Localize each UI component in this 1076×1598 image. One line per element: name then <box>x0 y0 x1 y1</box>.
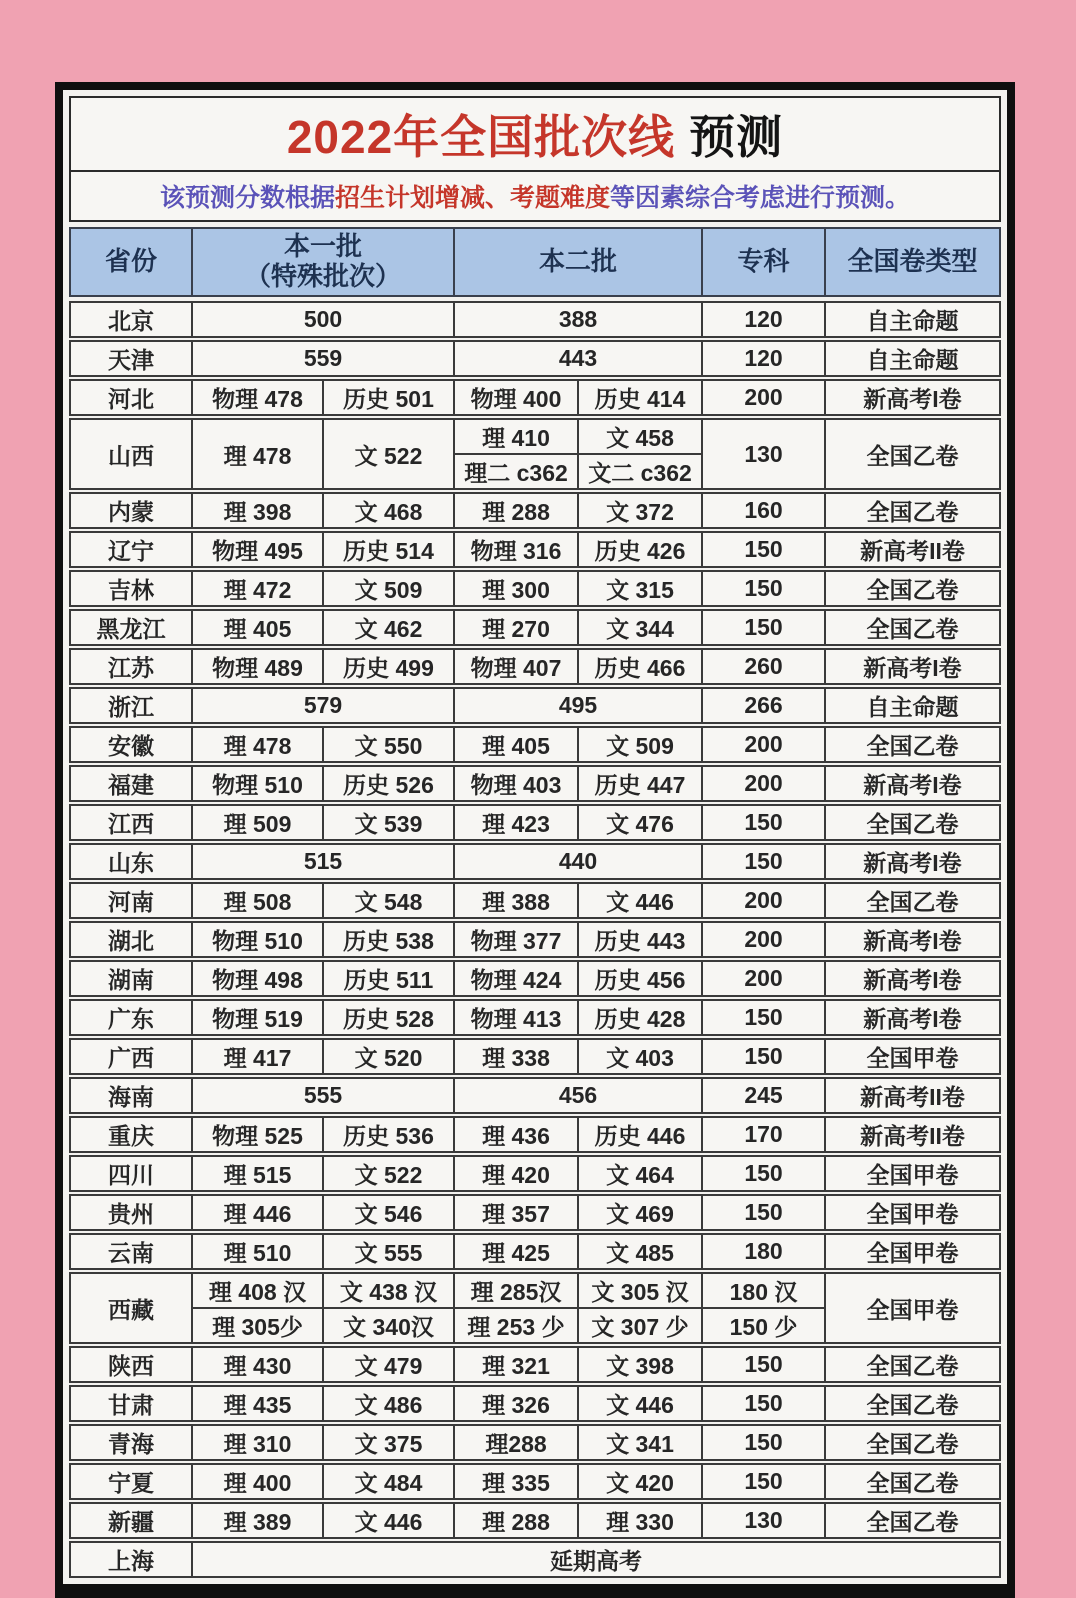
cell-batch2: 文 458 <box>579 420 701 453</box>
cell-batch2: 443 <box>455 342 701 375</box>
table-row <box>69 418 1001 490</box>
table-row <box>69 1116 1001 1153</box>
cell-batch2: 文 372 <box>579 494 701 527</box>
cell-batch2: 文 469 <box>579 1196 701 1229</box>
cell-college: 150 少 <box>703 1309 824 1342</box>
table-row <box>69 999 1001 1036</box>
cell-batch2: 文 420 <box>579 1465 701 1498</box>
cell-batch2: 历史 447 <box>579 767 701 800</box>
cell-batch2: 文 403 <box>579 1040 701 1073</box>
cell-college: 130 <box>703 1504 824 1537</box>
cell-batch1: 理 510 <box>193 1235 322 1268</box>
cell-batch2: 文 464 <box>579 1157 701 1190</box>
cell-batch2: 理 330 <box>579 1504 701 1537</box>
cell-batch2: 历史 446 <box>579 1118 701 1151</box>
cell-batch1: 559 <box>193 342 453 375</box>
cell-batch1: 物理 519 <box>193 1001 322 1034</box>
table-row <box>69 1155 1001 1192</box>
cell-batch2: 理 300 <box>455 572 577 605</box>
cell-paper: 新高考I卷 <box>826 962 999 995</box>
cell-college: 130 <box>703 420 824 488</box>
cell-college: 150 <box>703 1348 824 1381</box>
table-row <box>69 960 1001 997</box>
cell-batch1: 理 417 <box>193 1040 322 1073</box>
cell-paper: 全国乙卷 <box>826 1465 999 1498</box>
cell-college: 150 <box>703 611 824 644</box>
cell-batch1: 文 550 <box>324 728 453 761</box>
cell-batch2: 文 307 少 <box>579 1309 701 1342</box>
cell-batch1: 文 539 <box>324 806 453 839</box>
cell-batch1: 文 479 <box>324 1348 453 1381</box>
cell-province: 天津 <box>71 342 191 375</box>
cell-batch2: 文 398 <box>579 1348 701 1381</box>
table-row <box>69 921 1001 958</box>
cell-paper: 全国甲卷 <box>826 1157 999 1190</box>
cell-province: 内蒙 <box>71 494 191 527</box>
header-cell-batch2: 本二批 <box>455 229 701 295</box>
cell-batch1: 文 546 <box>324 1196 453 1229</box>
table-row <box>69 1424 1001 1461</box>
cell-province: 宁夏 <box>71 1465 191 1498</box>
cell-batch2: 物理 424 <box>455 962 577 995</box>
cell-batch2: 理 253 少 <box>455 1309 577 1342</box>
cell-batch2: 历史 414 <box>579 381 701 414</box>
cell-paper: 全国甲卷 <box>826 1235 999 1268</box>
subtitle-part-1: 该预测分数根据 <box>159 184 335 212</box>
page-title <box>71 98 999 172</box>
table-row <box>69 1272 1001 1344</box>
cell-batch1: 文 555 <box>324 1235 453 1268</box>
cell-batch2: 388 <box>455 303 701 336</box>
cell-province: 广西 <box>71 1040 191 1073</box>
cell-batch1: 理 398 <box>193 494 322 527</box>
cell-college: 200 <box>703 923 824 956</box>
cell-province: 湖南 <box>71 962 191 995</box>
cell-college: 170 <box>703 1118 824 1151</box>
table-row <box>69 379 1001 416</box>
cell-batch2: 物理 407 <box>455 650 577 683</box>
cell-province: 安徽 <box>71 728 191 761</box>
cell-batch1: 历史 526 <box>324 767 453 800</box>
cell-college: 150 <box>703 1465 824 1498</box>
cell-note: 延期高考 <box>193 1543 999 1576</box>
cell-batch1: 物理 478 <box>193 381 322 414</box>
cell-paper: 全国乙卷 <box>826 572 999 605</box>
cell-paper: 全国乙卷 <box>826 806 999 839</box>
table-row <box>69 726 1001 763</box>
cell-batch2: 理二 c362 <box>455 455 577 488</box>
cell-province: 云南 <box>71 1235 191 1268</box>
cell-batch1: 文 522 <box>324 1157 453 1190</box>
cell-batch2: 文 305 汉 <box>579 1274 701 1307</box>
cell-batch1: 历史 501 <box>324 381 453 414</box>
title-box <box>69 96 1001 222</box>
cell-paper: 全国乙卷 <box>826 611 999 644</box>
table-row <box>69 609 1001 646</box>
cell-batch2: 理 436 <box>455 1118 577 1151</box>
cell-batch2: 文 446 <box>579 1387 701 1420</box>
cell-batch2: 理 288 <box>455 494 577 527</box>
table-row <box>69 531 1001 568</box>
cell-batch1: 515 <box>193 845 453 878</box>
cell-batch2: 理 288 <box>455 1504 577 1537</box>
cell-batch2: 理 388 <box>455 884 577 917</box>
cell-paper: 全国乙卷 <box>826 884 999 917</box>
cell-batch1: 理 400 <box>193 1465 322 1498</box>
table-row <box>69 1077 1001 1114</box>
cell-batch1: 理 408 汉 <box>193 1274 322 1307</box>
cell-batch1: 历史 511 <box>324 962 453 995</box>
cell-batch1: 物理 498 <box>193 962 322 995</box>
cell-province: 陕西 <box>71 1348 191 1381</box>
cell-college: 150 <box>703 1426 824 1459</box>
cell-province: 吉林 <box>71 572 191 605</box>
cell-paper: 新高考I卷 <box>826 381 999 414</box>
table-row <box>69 1541 1001 1578</box>
cell-paper: 新高考I卷 <box>826 767 999 800</box>
table-row <box>69 1385 1001 1422</box>
cell-province: 山西 <box>71 420 191 488</box>
cell-batch1: 文 486 <box>324 1387 453 1420</box>
cell-batch2: 440 <box>455 845 701 878</box>
cell-batch2: 历史 466 <box>579 650 701 683</box>
cell-college: 260 <box>703 650 824 683</box>
cell-batch1: 文 446 <box>324 1504 453 1537</box>
table-row <box>69 1233 1001 1270</box>
cell-batch2: 理 410 <box>455 420 577 453</box>
cell-college: 160 <box>703 494 824 527</box>
cell-batch2: 理 420 <box>455 1157 577 1190</box>
table-row <box>69 882 1001 919</box>
table-row <box>69 687 1001 724</box>
title-red-text: 2022年全国批次线 <box>286 111 676 163</box>
cell-batch1: 历史 514 <box>324 533 453 566</box>
cell-college: 150 <box>703 1001 824 1034</box>
cell-paper: 自主命题 <box>826 303 999 336</box>
cell-paper: 新高考II卷 <box>826 533 999 566</box>
cell-batch1: 理 310 <box>193 1426 322 1459</box>
cell-paper: 新高考I卷 <box>826 845 999 878</box>
cell-paper: 新高考II卷 <box>826 1079 999 1112</box>
cell-batch1: 文 340汉 <box>324 1309 453 1342</box>
cell-college: 150 <box>703 845 824 878</box>
cell-college: 150 <box>703 1387 824 1420</box>
cell-college: 200 <box>703 381 824 414</box>
cell-province: 贵州 <box>71 1196 191 1229</box>
cell-college: 120 <box>703 342 824 375</box>
cell-paper: 全国乙卷 <box>826 1387 999 1420</box>
cell-paper: 自主命题 <box>826 342 999 375</box>
cell-batch1: 物理 510 <box>193 923 322 956</box>
cell-batch2: 历史 428 <box>579 1001 701 1034</box>
table-row <box>69 1346 1001 1383</box>
subtitle-part-3: 等因素综合考虑进行预测。 <box>610 184 911 212</box>
header-cell-province: 省份 <box>71 229 191 295</box>
cell-batch2: 文 509 <box>579 728 701 761</box>
cell-batch1: 理 508 <box>193 884 322 917</box>
cell-batch1: 理 509 <box>193 806 322 839</box>
cell-province: 西藏 <box>71 1274 191 1342</box>
cell-batch1: 文 484 <box>324 1465 453 1498</box>
cell-batch2: 理 285汉 <box>455 1274 577 1307</box>
cell-province: 海南 <box>71 1079 191 1112</box>
cell-paper: 全国乙卷 <box>826 1348 999 1381</box>
cell-paper: 全国乙卷 <box>826 1426 999 1459</box>
cell-batch1: 理 389 <box>193 1504 322 1537</box>
cell-batch2: 理 425 <box>455 1235 577 1268</box>
cell-batch1: 历史 538 <box>324 923 453 956</box>
cell-batch1: 555 <box>193 1079 453 1112</box>
cell-batch1: 理 515 <box>193 1157 322 1190</box>
cell-college: 200 <box>703 884 824 917</box>
cell-batch2: 物理 403 <box>455 767 577 800</box>
cell-batch1: 文 438 汉 <box>324 1274 453 1307</box>
cell-batch1: 文 509 <box>324 572 453 605</box>
cell-college: 266 <box>703 689 824 722</box>
cell-batch2: 文 341 <box>579 1426 701 1459</box>
cell-paper: 全国甲卷 <box>826 1040 999 1073</box>
cell-college: 120 <box>703 303 824 336</box>
cell-batch1: 文 375 <box>324 1426 453 1459</box>
cell-batch1: 理 478 <box>193 728 322 761</box>
cell-paper: 新高考I卷 <box>826 650 999 683</box>
cell-batch1: 文 462 <box>324 611 453 644</box>
subtitle-part-2: 招生计划增减、考题难度 <box>334 184 610 212</box>
cell-batch1: 历史 536 <box>324 1118 453 1151</box>
cell-province: 河南 <box>71 884 191 917</box>
table-row <box>69 1038 1001 1075</box>
cell-batch2: 理288 <box>455 1426 577 1459</box>
cell-paper: 新高考II卷 <box>826 1118 999 1151</box>
cell-batch2: 456 <box>455 1079 701 1112</box>
cell-paper: 自主命题 <box>826 689 999 722</box>
cell-province: 甘肃 <box>71 1387 191 1420</box>
cell-province: 广东 <box>71 1001 191 1034</box>
cell-batch2: 物理 413 <box>455 1001 577 1034</box>
table-row <box>69 1463 1001 1500</box>
cell-college: 200 <box>703 728 824 761</box>
cell-province: 四川 <box>71 1157 191 1190</box>
cell-batch2: 文 476 <box>579 806 701 839</box>
cell-batch1: 物理 525 <box>193 1118 322 1151</box>
cell-college: 245 <box>703 1079 824 1112</box>
cell-batch2: 历史 426 <box>579 533 701 566</box>
cell-college: 150 <box>703 1040 824 1073</box>
cell-batch1: 理 472 <box>193 572 322 605</box>
poster-frame <box>55 82 1015 1598</box>
cell-college: 200 <box>703 962 824 995</box>
cell-batch2: 理 357 <box>455 1196 577 1229</box>
table-row <box>69 1194 1001 1231</box>
cell-province: 辽宁 <box>71 533 191 566</box>
table-row <box>69 843 1001 880</box>
table-row <box>69 648 1001 685</box>
table-row <box>69 570 1001 607</box>
cell-paper: 新高考I卷 <box>826 923 999 956</box>
cell-batch1: 物理 510 <box>193 767 322 800</box>
cell-batch1: 理 405 <box>193 611 322 644</box>
header-batch1-line1: 本一批 <box>283 231 362 262</box>
cell-province: 浙江 <box>71 689 191 722</box>
cell-batch2: 理 335 <box>455 1465 577 1498</box>
cell-batch1: 文 522 <box>324 420 453 488</box>
subtitle <box>71 172 999 220</box>
table-row <box>69 340 1001 377</box>
table-row <box>69 804 1001 841</box>
title-black-text: 预测 <box>689 111 784 163</box>
cell-batch2: 495 <box>455 689 701 722</box>
cell-college: 150 <box>703 806 824 839</box>
cell-batch1: 理 430 <box>193 1348 322 1381</box>
table-body <box>69 301 1001 1578</box>
cell-province: 青海 <box>71 1426 191 1459</box>
table-header <box>69 227 1001 297</box>
cell-batch2: 文二 c362 <box>579 455 701 488</box>
cell-paper: 全国乙卷 <box>826 1504 999 1537</box>
cell-batch2: 理 321 <box>455 1348 577 1381</box>
cell-paper: 全国乙卷 <box>826 420 999 488</box>
cell-province: 山东 <box>71 845 191 878</box>
cell-province: 北京 <box>71 303 191 336</box>
cell-college: 200 <box>703 767 824 800</box>
cell-batch2: 理 326 <box>455 1387 577 1420</box>
cell-batch1: 物理 489 <box>193 650 322 683</box>
cell-batch2: 理 423 <box>455 806 577 839</box>
cell-batch2: 文 446 <box>579 884 701 917</box>
cell-batch2: 历史 456 <box>579 962 701 995</box>
cell-batch2: 理 338 <box>455 1040 577 1073</box>
cell-paper: 全国甲卷 <box>826 1196 999 1229</box>
cell-batch1: 文 548 <box>324 884 453 917</box>
cell-batch1: 文 468 <box>324 494 453 527</box>
header-batch1-line2: （特殊批次） <box>244 261 401 291</box>
cell-batch1: 理 305少 <box>193 1309 322 1342</box>
cell-province: 湖北 <box>71 923 191 956</box>
cell-province: 上海 <box>71 1543 191 1576</box>
cell-college: 150 <box>703 533 824 566</box>
cell-paper: 全国甲卷 <box>826 1274 999 1342</box>
cell-batch1: 理 435 <box>193 1387 322 1420</box>
cell-college: 180 汉 <box>703 1274 824 1307</box>
header-cell-college: 专科 <box>703 229 824 295</box>
cell-paper: 新高考I卷 <box>826 1001 999 1034</box>
cell-batch1: 理 446 <box>193 1196 322 1229</box>
cell-batch2: 物理 400 <box>455 381 577 414</box>
cell-college: 180 <box>703 1235 824 1268</box>
header-cell-batch1 <box>193 229 453 295</box>
cell-batch1: 物理 495 <box>193 533 322 566</box>
cell-college: 150 <box>703 1196 824 1229</box>
cell-batch2: 理 270 <box>455 611 577 644</box>
cell-province: 黑龙江 <box>71 611 191 644</box>
cell-batch1: 579 <box>193 689 453 722</box>
poster-paper <box>63 90 1007 1584</box>
cell-college: 150 <box>703 572 824 605</box>
cell-batch2: 物理 377 <box>455 923 577 956</box>
cell-province: 福建 <box>71 767 191 800</box>
cell-batch2: 文 485 <box>579 1235 701 1268</box>
cell-province: 江西 <box>71 806 191 839</box>
cell-province: 河北 <box>71 381 191 414</box>
table-row <box>69 301 1001 338</box>
cell-batch1: 500 <box>193 303 453 336</box>
cell-college: 150 <box>703 1157 824 1190</box>
cell-province: 新疆 <box>71 1504 191 1537</box>
cell-batch2: 文 315 <box>579 572 701 605</box>
cell-batch2: 理 405 <box>455 728 577 761</box>
header-cell-paper-type: 全国卷类型 <box>826 229 999 295</box>
cell-batch2: 文 344 <box>579 611 701 644</box>
cell-batch1: 历史 499 <box>324 650 453 683</box>
cell-province: 重庆 <box>71 1118 191 1151</box>
cell-province: 江苏 <box>71 650 191 683</box>
cell-paper: 全国乙卷 <box>826 494 999 527</box>
cell-batch1: 历史 528 <box>324 1001 453 1034</box>
table-row <box>69 1502 1001 1539</box>
cell-paper: 全国乙卷 <box>826 728 999 761</box>
cell-batch2: 历史 443 <box>579 923 701 956</box>
cell-batch1: 文 520 <box>324 1040 453 1073</box>
cell-batch1: 理 478 <box>193 420 322 488</box>
table-row <box>69 492 1001 529</box>
cell-batch2: 物理 316 <box>455 533 577 566</box>
table-row <box>69 765 1001 802</box>
